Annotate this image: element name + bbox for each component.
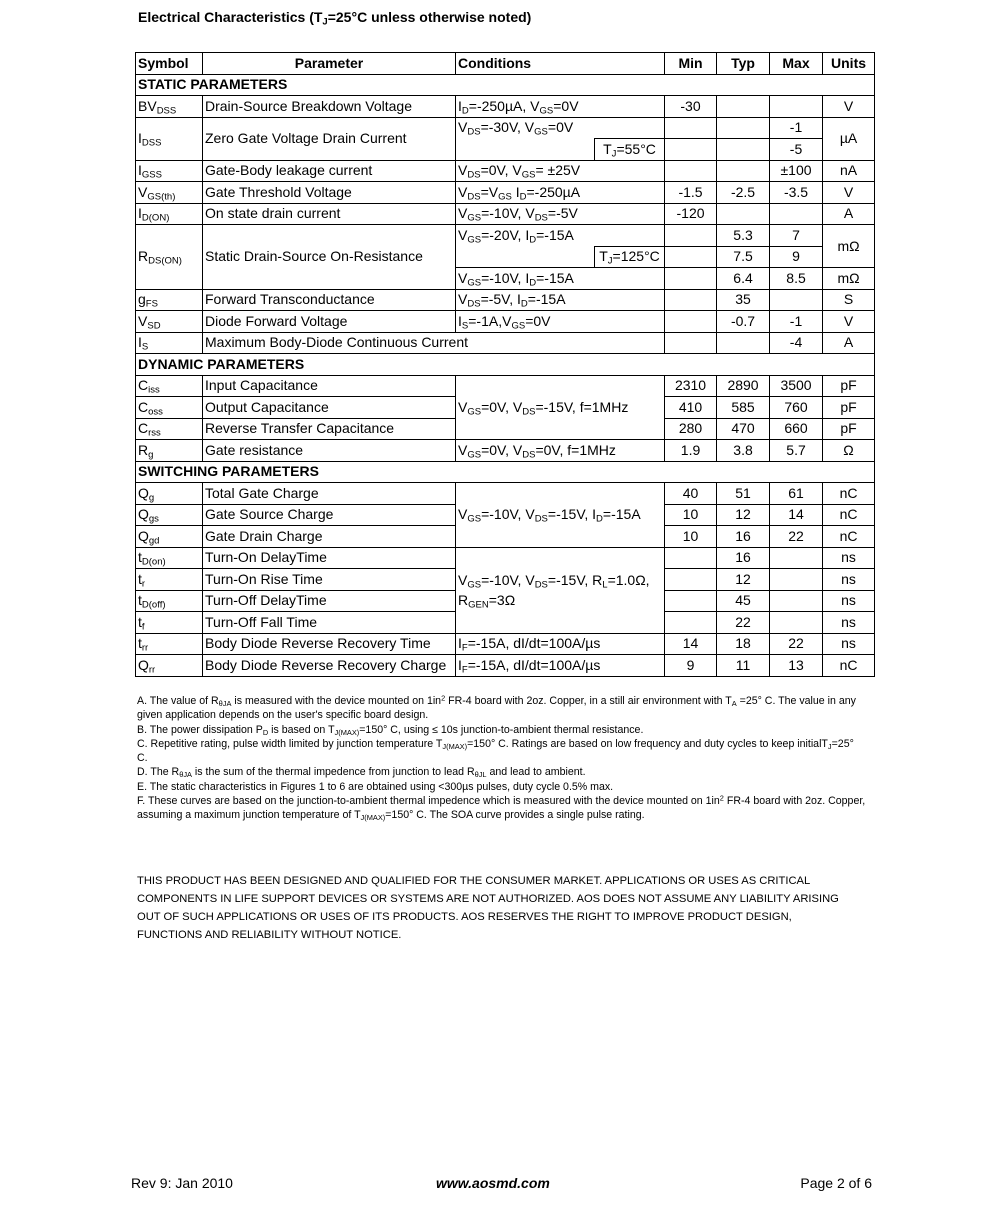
units: V (823, 96, 875, 118)
max-value: 14 (770, 504, 823, 526)
table-header-row (136, 53, 875, 75)
conditions-tj: $T_J=125^\circ C$ (595, 246, 665, 268)
max-value: 7 (770, 225, 823, 247)
units: ns (823, 569, 875, 591)
typ-value (717, 117, 770, 139)
units: ns (823, 612, 875, 634)
min-value (665, 225, 717, 247)
table-row (136, 311, 875, 333)
symbol: $C_{oss}$ (136, 397, 203, 419)
parameter: Body Diode Reverse Recovery Charge (203, 655, 456, 677)
table-row (136, 289, 875, 311)
conditions: $V_{GS}=-10V$, $V_{DS}=-15V$, $R_L=1.0\Omega$, $R_{GEN}=3\Omega$ (456, 547, 665, 633)
parameter: Gate resistance (203, 440, 456, 462)
table-row (136, 440, 875, 462)
symbol: $BV_{DSS}$ (136, 96, 203, 118)
typ-value: 22 (717, 612, 770, 634)
typ-value: 51 (717, 483, 770, 505)
table-row (136, 655, 875, 677)
table-row (136, 203, 875, 225)
min-value: 280 (665, 418, 717, 440)
conditions-tj: $T_J=55^\circ C$ (595, 139, 665, 161)
max-value (770, 612, 823, 634)
units: nC (823, 483, 875, 505)
disclaimer-line: THIS PRODUCT HAS BEEN DESIGNED AND QUALIFIED FOR THE CONSUMER MARKET. APPLICATIONS OR USES AS CRITICAL (137, 875, 811, 887)
disclaimer-line: COMPONENTS IN LIFE SUPPORT DEVICES OR SYSTEMS ARE NOT AUTHORIZED. AOS DOES NOT ASSUME ANY LIABILITY ARISING (137, 893, 839, 905)
typ-value (717, 96, 770, 118)
max-value: -1 (770, 117, 823, 139)
footnote-b: B. The power dissipation $P_D$ is based on $T_{J(MAX)}=150^\circ$ C, using ≤ 10s junction-to-ambient thermal resistance. (137, 723, 644, 737)
min-value (665, 139, 717, 161)
section-row (136, 461, 875, 483)
units: nC (823, 655, 875, 677)
footnotes (137, 694, 867, 823)
footnote-e: E. The static characteristics in Figures 1 to 6 are obtained using <300µs pulses, duty cycle 0.5% max. (137, 780, 614, 793)
max-value (770, 289, 823, 311)
parameter: Input Capacitance (203, 375, 456, 397)
parameter: Turn-Off Fall Time (203, 612, 456, 634)
parameter: Drain-Source Breakdown Voltage (203, 96, 456, 118)
conditions: $V_{GS}=-10V$, $I_D=-15A$ (456, 268, 665, 290)
min-value (665, 160, 717, 182)
units: V (823, 182, 875, 204)
units: nC (823, 504, 875, 526)
electrical-characteristics-table (135, 52, 875, 677)
table-row (136, 117, 875, 139)
symbol: $t_{D(on)}$ (136, 547, 203, 569)
header-symbol: Symbol (136, 53, 203, 75)
units: pF (823, 397, 875, 419)
max-value: 5.7 (770, 440, 823, 462)
typ-value: 585 (717, 397, 770, 419)
min-value (665, 311, 717, 333)
table-row (136, 96, 875, 118)
parameter: Forward Transconductance (203, 289, 456, 311)
units: Ω (823, 440, 875, 462)
max-value: -4 (770, 332, 823, 354)
section-switching: SWITCHING PARAMETERS (136, 461, 875, 483)
units: A (823, 332, 875, 354)
symbol: $I_{GSS}$ (136, 160, 203, 182)
units: pF (823, 418, 875, 440)
typ-value (717, 332, 770, 354)
typ-value: -2.5 (717, 182, 770, 204)
section-static: STATIC PARAMETERS (136, 74, 875, 96)
max-value: 9 (770, 246, 823, 268)
table-row (136, 332, 875, 354)
max-value: 3500 (770, 375, 823, 397)
symbol: $t_f$ (136, 612, 203, 634)
table-row (136, 160, 875, 182)
min-value (665, 117, 717, 139)
parameter: Body Diode Reverse Recovery Time (203, 633, 456, 655)
units: nC (823, 526, 875, 548)
units: ns (823, 547, 875, 569)
conditions-blank (456, 139, 595, 161)
conditions: $V_{DS}=V_{GS}$ $I_D=-250\mu A$ (456, 182, 665, 204)
symbol: $Q_g$ (136, 483, 203, 505)
units: ns (823, 633, 875, 655)
units: A (823, 203, 875, 225)
footnote-c: C. Repetitive rating, pulse width limited by junction temperature $T_{J(MAX)}=150^\circ$ C. Ratings are based on low frequency and duty cycles to keep initialT$_J$=25° C. (137, 737, 854, 765)
max-value: 61 (770, 483, 823, 505)
min-value (665, 289, 717, 311)
disclaimer (137, 872, 867, 944)
min-value (665, 332, 717, 354)
max-value: ±100 (770, 160, 823, 182)
typ-value: -0.7 (717, 311, 770, 333)
parameter: Reverse Transfer Capacitance (203, 418, 456, 440)
symbol: $C_{iss}$ (136, 375, 203, 397)
symbol: $I_{DSS}$ (136, 117, 203, 160)
parameter: On state drain current (203, 203, 456, 225)
typ-value: 3.8 (717, 440, 770, 462)
table-row (136, 547, 875, 569)
revision-label: Rev 9: Jan 2010 (131, 1175, 233, 1191)
typ-value: 11 (717, 655, 770, 677)
footnote-f: F. These curves are based on the junction-to-ambient thermal impedence which is measured with the device mounted on $1in^2$ FR-4 board with 2oz. Copper, assuming a maximum junction temperature of $T_{J(MAX)}=150^\circ$ C. The SOA curve provides a single pulse rating. (137, 793, 866, 823)
min-value (665, 268, 717, 290)
min-value: 10 (665, 504, 717, 526)
typ-value: 5.3 (717, 225, 770, 247)
min-value: 9 (665, 655, 717, 677)
symbol: $Q_{rr}$ (136, 655, 203, 677)
footnote-a: A. The value of $R_{\theta JA}$ is measured with the device mounted on $1in^2$ FR-4 board with 2oz. Copper, in a still air environment with $T_A =25^\circ$ C. The value in any given application depends on the user's specific board design. (137, 693, 856, 722)
min-value: 14 (665, 633, 717, 655)
units: ns (823, 590, 875, 612)
footnote-d: D. The $R_{\theta JA}$ is the sum of the thermal impedence from junction to lead $R_{\theta JL}$ and lead to ambient. (137, 766, 586, 780)
table-row (136, 375, 875, 397)
symbol: $I_{D(ON)}$ (136, 203, 203, 225)
symbol: $t_r$ (136, 569, 203, 591)
max-value (770, 203, 823, 225)
symbol: $g_{FS}$ (136, 289, 203, 311)
max-value: 8.5 (770, 268, 823, 290)
conditions: $I_S=-1A,V_{GS}=0V$ (456, 311, 665, 333)
symbol: $I_S$ (136, 332, 203, 354)
table-row (136, 182, 875, 204)
max-value (770, 569, 823, 591)
max-value: 13 (770, 655, 823, 677)
min-value: 2310 (665, 375, 717, 397)
symbol: $Q_{gs}$ (136, 504, 203, 526)
parameter: Gate Drain Charge (203, 526, 456, 548)
units: mΩ (823, 225, 875, 268)
min-value (665, 590, 717, 612)
min-value: 10 (665, 526, 717, 548)
units: µA (823, 117, 875, 160)
conditions: $V_{GS}=0V$, $V_{DS}=0V$, f=1MHz (456, 440, 665, 462)
typ-value: 16 (717, 547, 770, 569)
symbol: $V_{SD}$ (136, 311, 203, 333)
units: mΩ (823, 268, 875, 290)
parameter: Gate-Body leakage current (203, 160, 456, 182)
header-min: Min (665, 53, 717, 75)
max-value: -3.5 (770, 182, 823, 204)
typ-value: 7.5 (717, 246, 770, 268)
parameter: Output Capacitance (203, 397, 456, 419)
max-value (770, 96, 823, 118)
min-value: -120 (665, 203, 717, 225)
conditions: $V_{GS}=-10V$, $V_{DS}=-5V$ (456, 203, 665, 225)
website-link[interactable]: www.aosmd.com (436, 1175, 550, 1191)
symbol: $V_{GS(th)}$ (136, 182, 203, 204)
symbol: $Q_{gd}$ (136, 526, 203, 548)
parameter: Turn-On Rise Time (203, 569, 456, 591)
min-value (665, 612, 717, 634)
conditions: $V_{GS}=-20V$, $I_D=-15A$ (456, 225, 665, 247)
units: nA (823, 160, 875, 182)
table-row (136, 483, 875, 505)
symbol: $R_{DS(ON)}$ (136, 225, 203, 290)
symbol: $t_{D(off)}$ (136, 590, 203, 612)
parameter: Total Gate Charge (203, 483, 456, 505)
typ-value (717, 139, 770, 161)
parameter: Zero Gate Voltage Drain Current (203, 117, 456, 160)
parameter: Diode Forward Voltage (203, 311, 456, 333)
max-value: 660 (770, 418, 823, 440)
units: pF (823, 375, 875, 397)
typ-value: 16 (717, 526, 770, 548)
max-value: 22 (770, 633, 823, 655)
typ-value: 12 (717, 504, 770, 526)
header-conditions: Conditions (456, 53, 665, 75)
header-max: Max (770, 53, 823, 75)
table-row (136, 633, 875, 655)
symbol: $t_{rr}$ (136, 633, 203, 655)
max-value: -5 (770, 139, 823, 161)
conditions-blank (456, 246, 595, 268)
header-units: Units (823, 53, 875, 75)
table-row (136, 225, 875, 247)
typ-value (717, 203, 770, 225)
max-value: 22 (770, 526, 823, 548)
typ-value: 2890 (717, 375, 770, 397)
conditions: $I_F=-15A$, dI/dt=100A/µs (456, 633, 665, 655)
disclaimer-line: FUNCTIONS AND RELIABILITY WITHOUT NOTICE. (137, 929, 402, 941)
parameter: Gate Source Charge (203, 504, 456, 526)
symbol: $C_{rss}$ (136, 418, 203, 440)
conditions: $V_{GS}=0V$, $V_{DS}=-15V$, f=1MHz (456, 375, 665, 440)
max-value: -1 (770, 311, 823, 333)
parameter: Turn-On DelayTime (203, 547, 456, 569)
conditions: $V_{DS}=-5V$, $I_D=-15A$ (456, 289, 665, 311)
section-dynamic: DYNAMIC PARAMETERS (136, 354, 875, 376)
section-row (136, 354, 875, 376)
min-value: 40 (665, 483, 717, 505)
typ-value (717, 160, 770, 182)
units: S (823, 289, 875, 311)
conditions: $V_{DS}=-30V$, $V_{GS}=0V$ (456, 117, 665, 139)
parameter: Turn-Off DelayTime (203, 590, 456, 612)
max-value (770, 590, 823, 612)
header-typ: Typ (717, 53, 770, 75)
min-value (665, 246, 717, 268)
min-value: 410 (665, 397, 717, 419)
conditions: $I_D=-250\mu A$, $V_{GS}=0V$ (456, 96, 665, 118)
parameter: Static Drain-Source On-Resistance (203, 225, 456, 290)
typ-value: 6.4 (717, 268, 770, 290)
min-value: -30 (665, 96, 717, 118)
max-value (770, 547, 823, 569)
typ-value: 45 (717, 590, 770, 612)
units: V (823, 311, 875, 333)
min-value (665, 547, 717, 569)
min-value (665, 569, 717, 591)
page-number: Page 2 of 6 (800, 1175, 872, 1191)
max-value: 760 (770, 397, 823, 419)
parameter: Maximum Body-Diode Continuous Current (203, 332, 665, 354)
section-row (136, 74, 875, 96)
disclaimer-line: OUT OF SUCH APPLICATIONS OR USES OF ITS PRODUCTS. AOS RESERVES THE RIGHT TO IMPROVE PRODUCT DESIGN, (137, 911, 792, 923)
symbol: $R_g$ (136, 440, 203, 462)
header-parameter: Parameter (203, 53, 456, 75)
min-value: 1.9 (665, 440, 717, 462)
page-title: Electrical Characteristics ($T_J=25^\circ C$ unless otherwise noted) (138, 9, 532, 28)
conditions: $V_{DS}=0V$, $V_{GS}= \pm 25V$ (456, 160, 665, 182)
typ-value: 35 (717, 289, 770, 311)
min-value: -1.5 (665, 182, 717, 204)
conditions: $I_F=-15A$, dI/dt=100A/µs (456, 655, 665, 677)
conditions: $V_{GS}=-10V$, $V_{DS}=-15V$, $I_D=-15A$ (456, 483, 665, 548)
typ-value: 18 (717, 633, 770, 655)
typ-value: 12 (717, 569, 770, 591)
typ-value: 470 (717, 418, 770, 440)
parameter: Gate Threshold Voltage (203, 182, 456, 204)
